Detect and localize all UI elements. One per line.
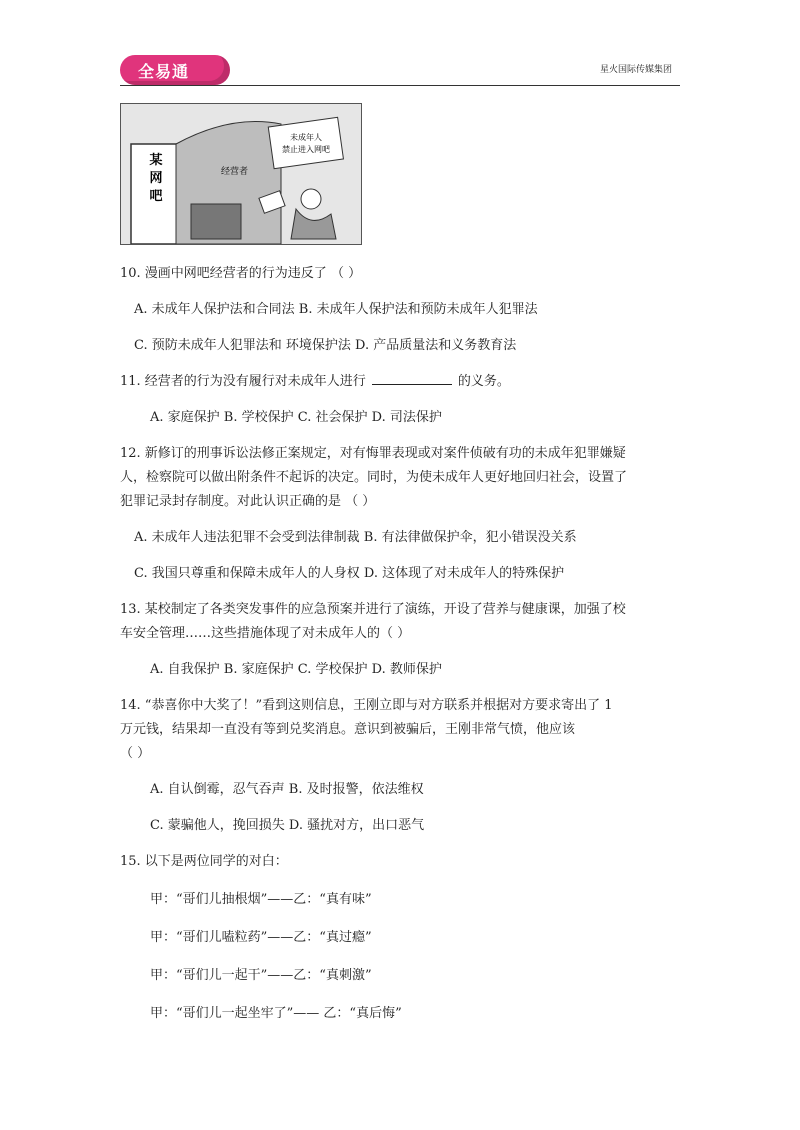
cartoon-drawing [121,104,361,244]
company-name: 星火国际传媒集团 [599,65,672,75]
question-11-text: 11. 经营者的行为没有履行对未成年人进行 [120,374,366,389]
question-14-line: 万元钱，结果却一直没有等到兑奖消息。意识到被骗后，王刚非常气愤，他应该 [120,722,576,737]
notice-line-1: 未成年人 [290,133,322,142]
option-row: A. 自我保护 B. 家庭保护 C. 学校保护 D. 教师保护 [150,662,442,677]
dialogue-line: 甲：“哥们儿嗑粒药”——乙：“真过瘾” [150,930,372,945]
dialogue-line: 甲：“哥们儿一起干”——乙：“真刺激” [150,968,372,983]
sign-char-3: 吧 [149,189,163,204]
question-14-line: （ ） [120,746,151,761]
fill-blank [372,370,452,385]
option-row: A. 家庭保护 B. 学校保护 C. 社会保护 D. 司法保护 [150,410,442,425]
cartoon-illustration [120,103,362,245]
option-row: C. 我国只尊重和保障未成年人的人身权 D. 这体现了对未成年人的特殊保护 [134,566,565,581]
question-list [120,262,680,1026]
logo-text: 全易通 [138,62,190,81]
option-row: A. 未成年人保护法和合同法 B. 未成年人保护法和预防未成年人犯罪法 [134,302,538,317]
option-row: C. 预防未成年人犯罪法和 环境保护法 D. 产品质量法和义务教育法 [134,338,517,353]
option-row: A. 自认倒霉，忍气吞声 B. 及时报警，依法维权 [150,782,424,797]
question-14-line: 14. “恭喜你中大奖了！”看到这则信息，王刚立即与对方联系并根据对方要求寄出了 1 [120,698,613,713]
question-11 [120,370,680,394]
option-row: C. 蒙骗他人，挽回损失 D. 骚扰对方，出口恶气 [150,818,425,833]
question-12-line: 犯罪记录封存制度。对此认识正确的是 （ ） [120,494,376,509]
page-header [0,0,800,90]
question-12-line: 人，检察院可以做出附条件不起诉的决定。同时，为使未成年人更好地回归社会，设置了 [120,470,628,485]
dialogue-line: 甲：“哥们儿抽根烟”——乙：“真有味” [150,892,372,907]
question-11-text-end: 的义务。 [457,374,510,389]
question-13-line: 车安全管理……这些措施体现了对未成年人的（ ） [120,626,411,641]
header-divider [120,85,680,86]
option-row: A. 未成年人违法犯罪不会受到法律制裁 B. 有法律做保护伞，犯小错误没关系 [134,530,577,545]
dialogue-line: 甲：“哥们儿一起坐牢了”—— 乙：“真后悔” [150,1006,402,1021]
sign-char-1: 某 [149,153,163,168]
brand-logo [120,55,230,85]
question-12-line: 12. 新修订的刑事诉讼法修正案规定，对有悔罪表现或对案件侦破有功的未成年犯罪嫌疑 [120,446,626,461]
notice-line-2: 禁止进入网吧 [282,145,330,154]
sign-char-2: 网 [149,171,163,186]
question-13-line: 13. 某校制定了各类突发事件的应急预案并进行了演练，开设了营养与健康课，加强了校 [120,602,626,617]
hat-label: 经营者 [221,167,249,177]
question-15: 15. 以下是两位同学的对白： [120,854,288,869]
question-10: 10. 漫画中网吧经营者的行为违反了 （ ） [120,266,362,281]
